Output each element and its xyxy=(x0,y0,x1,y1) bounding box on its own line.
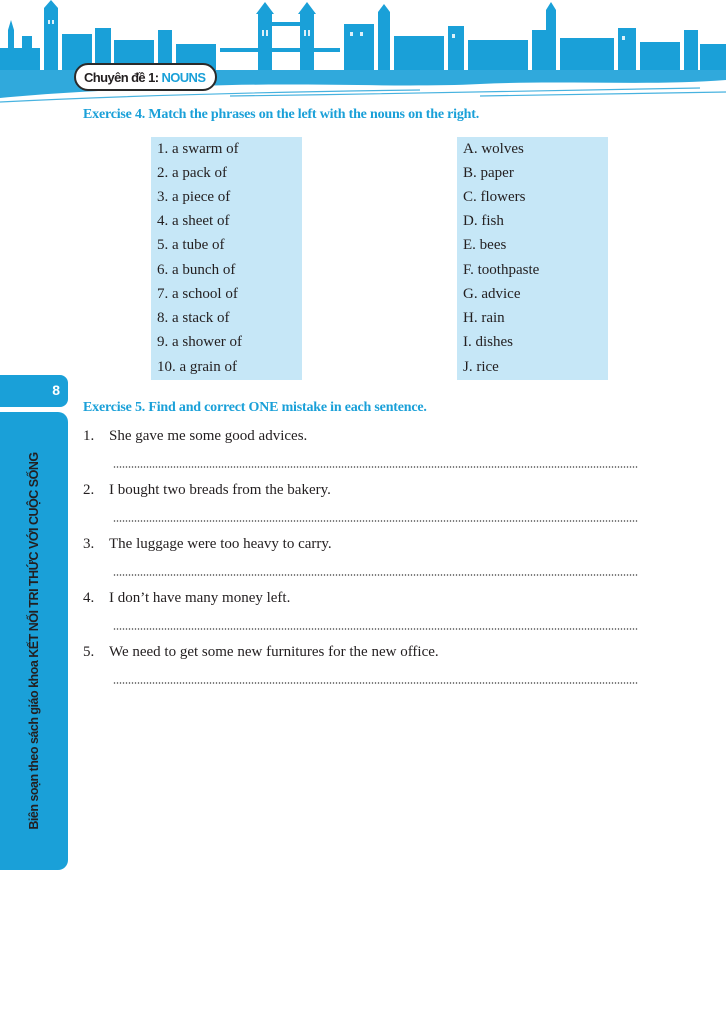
phrase-item: 4. a sheet of xyxy=(157,213,230,229)
question-5 xyxy=(83,644,439,661)
phrases-column xyxy=(151,137,302,380)
noun-item: J. rice xyxy=(463,359,499,375)
question-2 xyxy=(83,482,331,499)
answer-line-4[interactable] xyxy=(113,628,638,630)
question-text: I bought two breads from the bakery. xyxy=(109,482,331,498)
answer-line-5[interactable] xyxy=(113,682,638,684)
topic-badge xyxy=(74,63,217,91)
answer-line-3[interactable] xyxy=(113,574,638,576)
answer-line-1[interactable] xyxy=(113,466,638,468)
question-number: 1. xyxy=(83,428,95,444)
question-number: 4. xyxy=(83,590,95,606)
exercise5-title: Exercise 5. Find and correct ONE mistake in each sentence. xyxy=(83,400,427,415)
phrase-item: 2. a pack of xyxy=(157,165,227,181)
noun-item: B. paper xyxy=(463,165,514,181)
question-number: 2. xyxy=(83,482,95,498)
noun-item: H. rain xyxy=(463,310,505,326)
page-number-tab xyxy=(0,375,68,407)
noun-item: C. flowers xyxy=(463,189,526,205)
topic-prefix: Chuyên đề 1: xyxy=(84,69,159,85)
phrase-item: 9. a shower of xyxy=(157,334,242,350)
phrase-item: 8. a stack of xyxy=(157,310,230,326)
nouns-column xyxy=(457,137,608,380)
question-1 xyxy=(83,428,307,445)
phrase-item: 5. a tube of xyxy=(157,237,225,253)
page-number: 8 xyxy=(52,382,60,398)
noun-item: D. fish xyxy=(463,213,504,229)
phrase-item: 10. a grain of xyxy=(157,359,237,375)
series-side-text: Biên soạn theo sách giáo khoa KẾT NỐI TRI THỨC VỚI CUỘC SỐNG xyxy=(27,452,41,830)
question-4 xyxy=(83,590,290,607)
noun-item: G. advice xyxy=(463,286,521,302)
noun-item: A. wolves xyxy=(463,141,524,157)
question-text: We need to get some new furnitures for the new office. xyxy=(109,644,439,660)
question-number: 5. xyxy=(83,644,95,660)
noun-item: F. toothpaste xyxy=(463,262,540,278)
topic-name: NOUNS xyxy=(161,69,206,85)
question-3 xyxy=(83,536,332,553)
noun-item: I. dishes xyxy=(463,334,513,350)
phrase-item: 1. a swarm of xyxy=(157,141,239,157)
exercise4-title: Exercise 4. Match the phrases on the left with the nouns on the right. xyxy=(83,107,480,122)
question-text: I don’t have many money left. xyxy=(109,590,291,606)
answer-line-2[interactable] xyxy=(113,520,638,522)
phrase-item: 7. a school of xyxy=(157,286,238,302)
noun-item: E. bees xyxy=(463,237,507,253)
phrase-item: 6. a bunch of xyxy=(157,262,236,278)
question-text: She gave me some good advices. xyxy=(109,428,308,444)
question-number: 3. xyxy=(83,536,95,552)
question-text: The luggage were too heavy to carry. xyxy=(109,536,332,552)
phrase-item: 3. a piece of xyxy=(157,189,231,205)
